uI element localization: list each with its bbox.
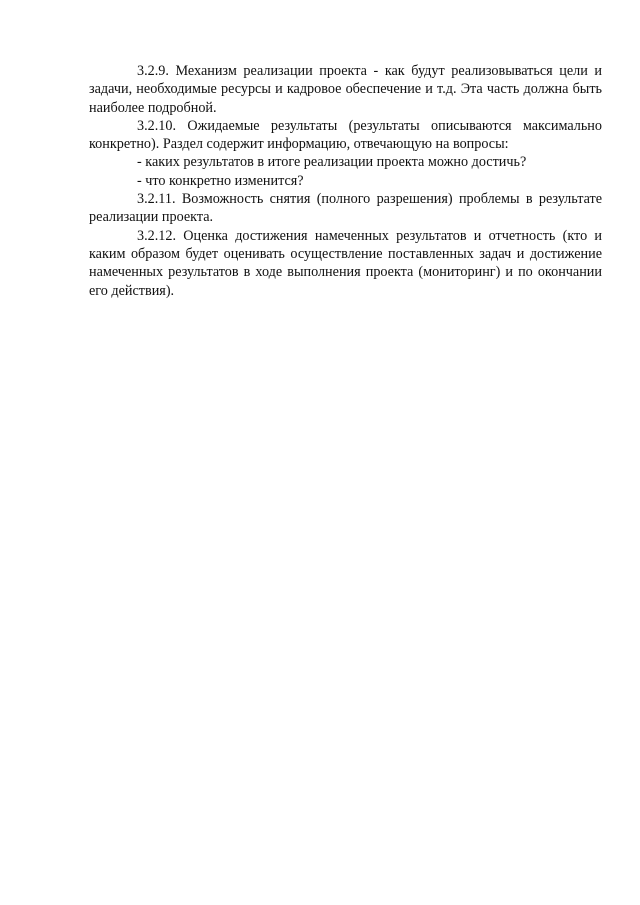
paragraph-3-2-9: 3.2.9. Механизм реализации проекта - как будут реализовываться цели и задачи, необходимые ресурсы и кадровое обеспечение и т.д. Эта часть должна быть наиболее подробной. [89,63,602,116]
paragraph-3-2-12: 3.2.12. Оценка достижения намеченных результатов и отчетность (кто и каким образом будет оценивать осуществление поставленных задач и достижение намеченных результатов в ходе выполнения проекта (мониторинг) и по окончании его действия). [89,227,602,299]
paragraph-3-2-11: 3.2.11. Возможность снятия (полного разрешения) проблемы в результате реализации проекта. [89,191,602,226]
question-item-results: - каких результатов в итоге реализации проекта можно достичь? [137,154,527,171]
question-item-changes: - что конкретно изменится? [137,172,304,189]
paragraph-3-2-10: 3.2.10. Ожидаемые результаты (результаты описываются максимально конкретно). Раздел содержит информацию, отвечающую на вопросы: [89,117,602,153]
document-page [89,62,602,300]
